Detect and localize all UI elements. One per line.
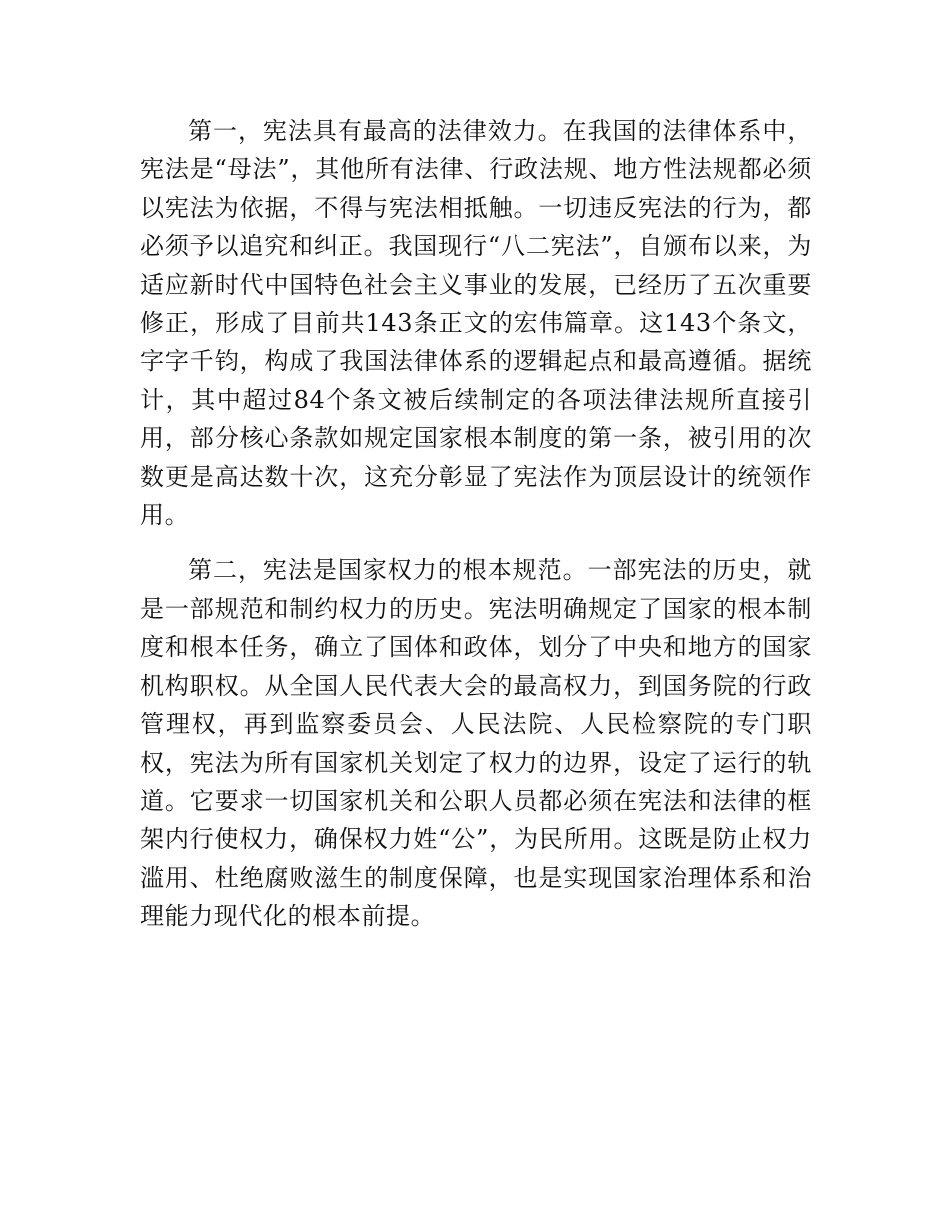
paragraph-constitution-power-norm: 第二，宪法是国家权力的根本规范。一部宪法的历史，就是一部规范和制约权力的历史。宪法明确规定了国家的根本制度和根本任务，确立了国体和政体，划分了中央和地方的国家机构职权。从全国人民代表大会的最高权力，到国务院的行政管理权，再到监察委员会、人民法院、人民检察院的专门职权，宪法为所有国家机关划定了权力的边界，设定了运行的轨道。它要求一切国家机关和公职人员都必须在宪法和法律的框架内行使权力，确保权力姓“公”，为民所用。这既是防止权力滥用、杜绝腐败滋生的制度保障，也是实现国家治理体系和治理能力现代化的根本前提。 (140, 556, 812, 931)
document-body (140, 112, 812, 936)
paragraph-constitution-supreme-effect: 第一，宪法具有最高的法律效力。在我国的法律体系中，宪法是“母法”，其他所有法律、行政法规、地方性法规都必须以宪法为依据，不得与宪法相抵触。一切违反宪法的行为，都必须予以追究和纠正。我国现行“八二宪法”，自颁布以来，为适应新时代中国特色社会主义事业的发展，已经历了五次重要修正，形成了目前共143条正文的宏伟篇章。这143个条文，字字千钧，构成了我国法律体系的逻辑起点和最高遵循。据统计，其中超过84个条文被后续制定的各项法律法规所直接引用，部分核心条款如规定国家根本制度的第一条，被引用的次数更是高达数十次，这充分彰显了宪法作为顶层设计的统领作用。 (140, 117, 812, 530)
